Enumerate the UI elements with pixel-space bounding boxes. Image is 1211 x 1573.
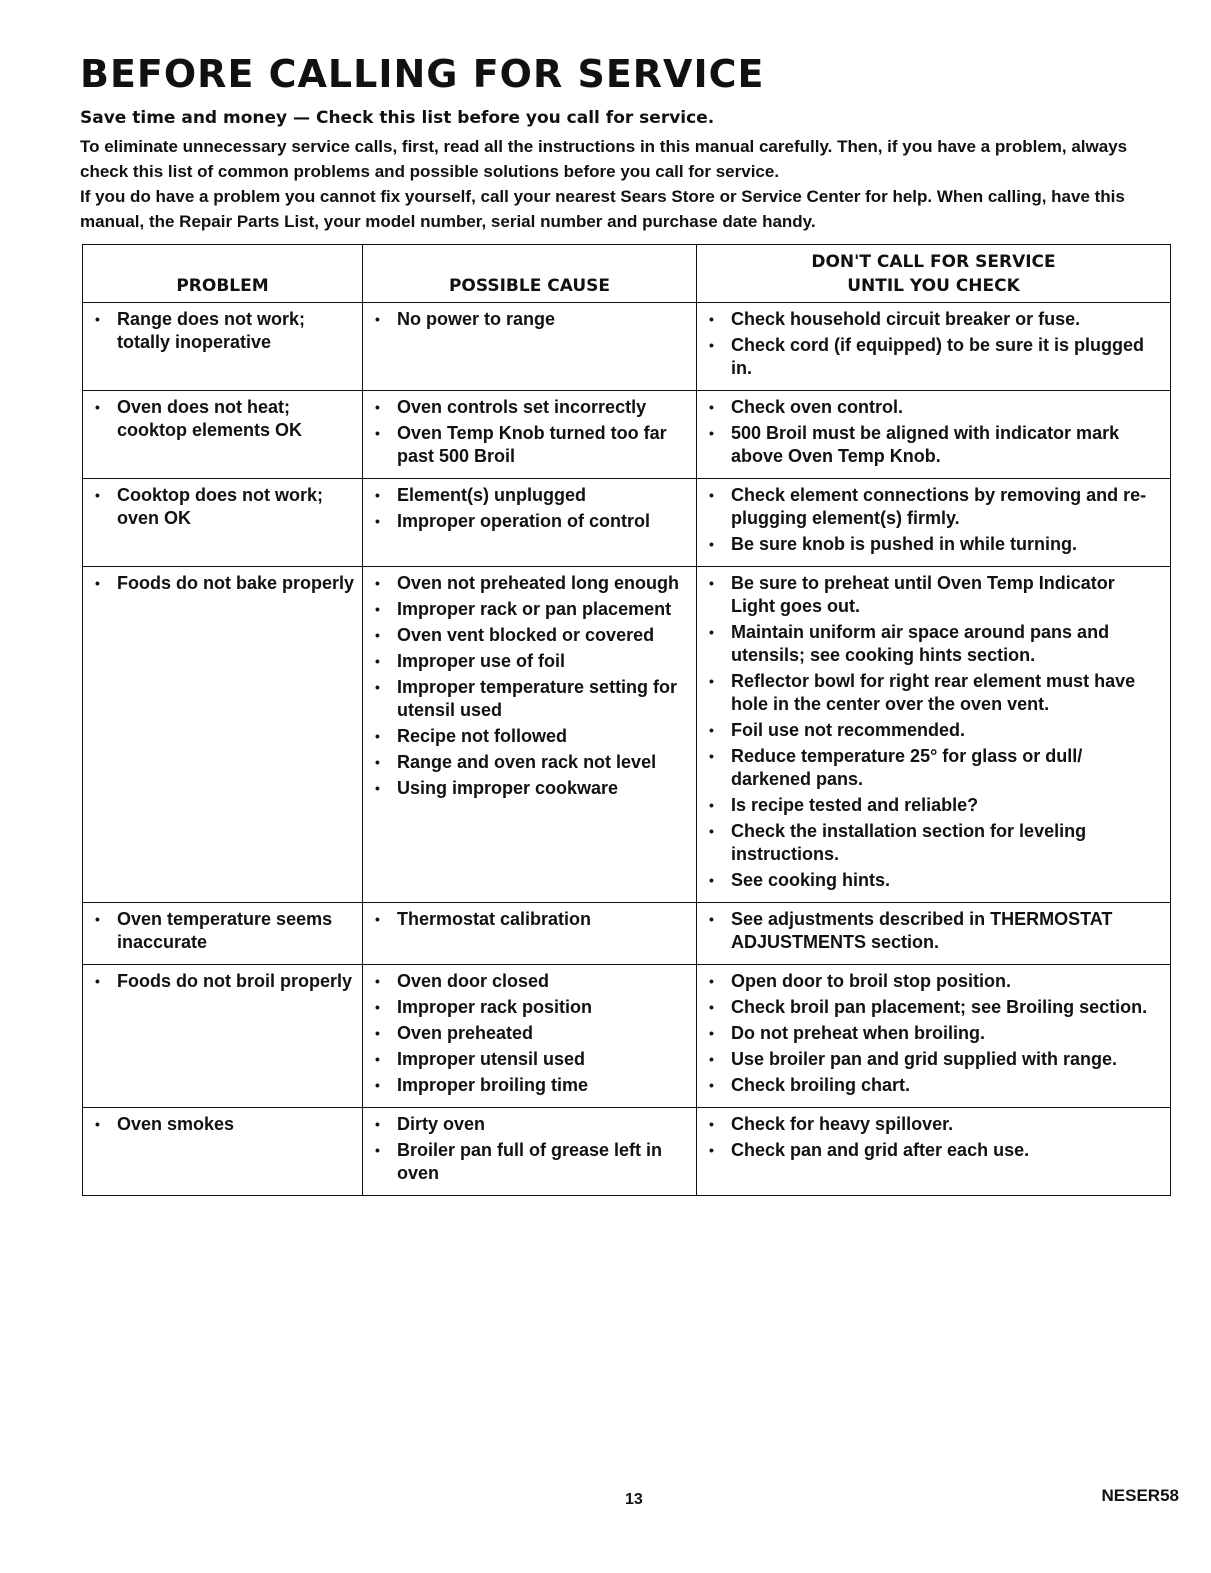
- problem-cell: [83, 1108, 363, 1196]
- check-item: • Use broiler pan and grid supplied with range.: [705, 1048, 1162, 1071]
- cause-list: [371, 970, 688, 1097]
- cause-item: • Improper use of foil: [371, 650, 688, 673]
- check-list: [705, 484, 1162, 556]
- possible-cause-cell: [363, 303, 697, 391]
- check-list: [705, 970, 1162, 1097]
- cause-item: • Using improper cookware: [371, 777, 688, 800]
- cause-item: • Oven not preheated long enough: [371, 572, 688, 595]
- check-item: • Check household circuit breaker or fuse.: [705, 308, 1162, 331]
- cause-item: • Oven controls set incorrectly: [371, 396, 688, 419]
- table-row: [83, 903, 1171, 965]
- header-dont-call: [697, 245, 1171, 303]
- cause-item: • Oven Temp Knob turned too far past 500 Broil: [371, 422, 688, 468]
- check-list: [705, 908, 1162, 954]
- possible-cause-cell: [363, 965, 697, 1108]
- check-item: • Reduce temperature 25° for glass or dull/ darkened pans.: [705, 745, 1162, 791]
- cause-item: • Element(s) unplugged: [371, 484, 688, 507]
- document-code: NESER58: [1101, 1486, 1179, 1505]
- check-item: • Open door to broil stop position.: [705, 970, 1162, 993]
- cause-item: • Broiler pan full of grease left in oven: [371, 1139, 688, 1185]
- check-item: • See adjustments described in THERMOSTAT ADJUSTMENTS section.: [705, 908, 1162, 954]
- cause-list: [371, 1113, 688, 1185]
- cause-item: • Oven door closed: [371, 970, 688, 993]
- table-row: [83, 479, 1171, 567]
- check-list: [705, 572, 1162, 892]
- check-item: • Check cord (if equipped) to be sure it is plugged in.: [705, 334, 1162, 380]
- check-item: • Is recipe tested and reliable?: [705, 794, 1162, 817]
- check-item: • Check pan and grid after each use.: [705, 1139, 1162, 1162]
- cause-item: • Range and oven rack not level: [371, 751, 688, 774]
- problem-item: • Oven smokes: [91, 1113, 354, 1136]
- possible-cause-cell: [363, 1108, 697, 1196]
- cause-item: • Dirty oven: [371, 1113, 688, 1136]
- table-body: [83, 303, 1171, 1196]
- problem-item: • Foods do not broil properly: [91, 970, 354, 993]
- problem-item: • Cooktop does not work; oven OK: [91, 484, 354, 530]
- problem-list: [91, 572, 354, 595]
- check-item: • Be sure knob is pushed in while turning.: [705, 533, 1162, 556]
- intro-paragraph-2: If you do have a problem you cannot fix yourself, call your nearest Sears Store or Service Center for help. When calling, have this manual, the Repair Parts List, your model number, serial number and purchase date handy.: [80, 187, 1125, 231]
- header-problem: PROBLEM: [83, 245, 363, 303]
- table-row: [83, 965, 1171, 1108]
- problem-cell: [83, 479, 363, 567]
- check-item: • Check for heavy spillover.: [705, 1113, 1162, 1136]
- possible-cause-cell: [363, 391, 697, 479]
- header-dont-call-line2: UNTIL YOU CHECK: [847, 276, 1020, 296]
- problem-item: • Oven temperature seems inaccurate: [91, 908, 354, 954]
- table-row: [83, 1108, 1171, 1196]
- cause-list: [371, 308, 688, 331]
- intro-paragraph-1: To eliminate unnecessary service calls, first, read all the instructions in this manual carefully. Then, if you have a problem, always check this list of common problems and possible solutions before you call for service.: [80, 137, 1128, 181]
- problem-list: [91, 970, 354, 993]
- page-number: 13: [625, 1491, 643, 1508]
- check-cell: [697, 1108, 1171, 1196]
- check-item: • Check oven control.: [705, 396, 1162, 419]
- cause-item: • Improper rack or pan placement: [371, 598, 688, 621]
- problem-item: • Oven does not heat; cooktop elements OK: [91, 396, 354, 442]
- check-cell: [697, 303, 1171, 391]
- check-cell: [697, 391, 1171, 479]
- check-list: [705, 308, 1162, 380]
- problem-list: [91, 908, 354, 954]
- table-row: [83, 391, 1171, 479]
- header-dont-call-line1: DON'T CALL FOR SERVICE: [811, 252, 1056, 272]
- check-item: • Foil use not recommended.: [705, 719, 1162, 742]
- cause-list: [371, 908, 688, 931]
- cause-item: • Oven preheated: [371, 1022, 688, 1045]
- table-header-row: [83, 245, 1171, 303]
- cause-item: • Improper operation of control: [371, 510, 688, 533]
- problem-cell: [83, 965, 363, 1108]
- problem-cell: [83, 903, 363, 965]
- possible-cause-cell: [363, 479, 697, 567]
- check-item: • Maintain uniform air space around pans and utensils; see cooking hints section.: [705, 621, 1162, 667]
- check-item: • See cooking hints.: [705, 869, 1162, 892]
- problem-list: [91, 1113, 354, 1136]
- cause-item: • Improper rack position: [371, 996, 688, 1019]
- page-subtitle: Save time and money — Check this list before you call for service.: [80, 108, 715, 128]
- check-item: • Check broiling chart.: [705, 1074, 1162, 1097]
- cause-list: [371, 572, 688, 800]
- check-item: • Check the installation section for leveling instructions.: [705, 820, 1162, 866]
- check-item: • Be sure to preheat until Oven Temp Indicator Light goes out.: [705, 572, 1162, 618]
- problem-item: • Foods do not bake properly: [91, 572, 354, 595]
- problem-cell: [83, 567, 363, 903]
- problem-list: [91, 308, 354, 354]
- check-list: [705, 1113, 1162, 1162]
- check-item: • Check element connections by removing and re-plugging element(s) firmly.: [705, 484, 1162, 530]
- table-row: [83, 567, 1171, 903]
- check-cell: [697, 479, 1171, 567]
- check-cell: [697, 965, 1171, 1108]
- cause-item: • Recipe not followed: [371, 725, 688, 748]
- cause-list: [371, 396, 688, 468]
- problem-list: [91, 396, 354, 442]
- cause-item: • No power to range: [371, 308, 688, 331]
- check-item: • 500 Broil must be aligned with indicator mark above Oven Temp Knob.: [705, 422, 1162, 468]
- cause-list: [371, 484, 688, 533]
- check-cell: [697, 903, 1171, 965]
- problem-cell: [83, 303, 363, 391]
- check-list: [705, 396, 1162, 468]
- possible-cause-cell: [363, 567, 697, 903]
- header-possible-cause: POSSIBLE CAUSE: [363, 245, 697, 303]
- troubleshooting-table: [82, 244, 1171, 1196]
- cause-item: • Improper temperature setting for utensil used: [371, 676, 688, 722]
- check-item: • Do not preheat when broiling.: [705, 1022, 1162, 1045]
- page-title: BEFORE CALLING FOR SERVICE: [80, 52, 765, 96]
- problem-item: • Range does not work; totally inoperative: [91, 308, 354, 354]
- cause-item: • Oven vent blocked or covered: [371, 624, 688, 647]
- check-item: • Reflector bowl for right rear element must have hole in the center over the oven vent.: [705, 670, 1162, 716]
- problem-list: [91, 484, 354, 530]
- table-row: [83, 303, 1171, 391]
- possible-cause-cell: [363, 903, 697, 965]
- cause-item: • Improper broiling time: [371, 1074, 688, 1097]
- check-cell: [697, 567, 1171, 903]
- cause-item: • Thermostat calibration: [371, 908, 688, 931]
- check-item: • Check broil pan placement; see Broiling section.: [705, 996, 1162, 1019]
- cause-item: • Improper utensil used: [371, 1048, 688, 1071]
- problem-cell: [83, 391, 363, 479]
